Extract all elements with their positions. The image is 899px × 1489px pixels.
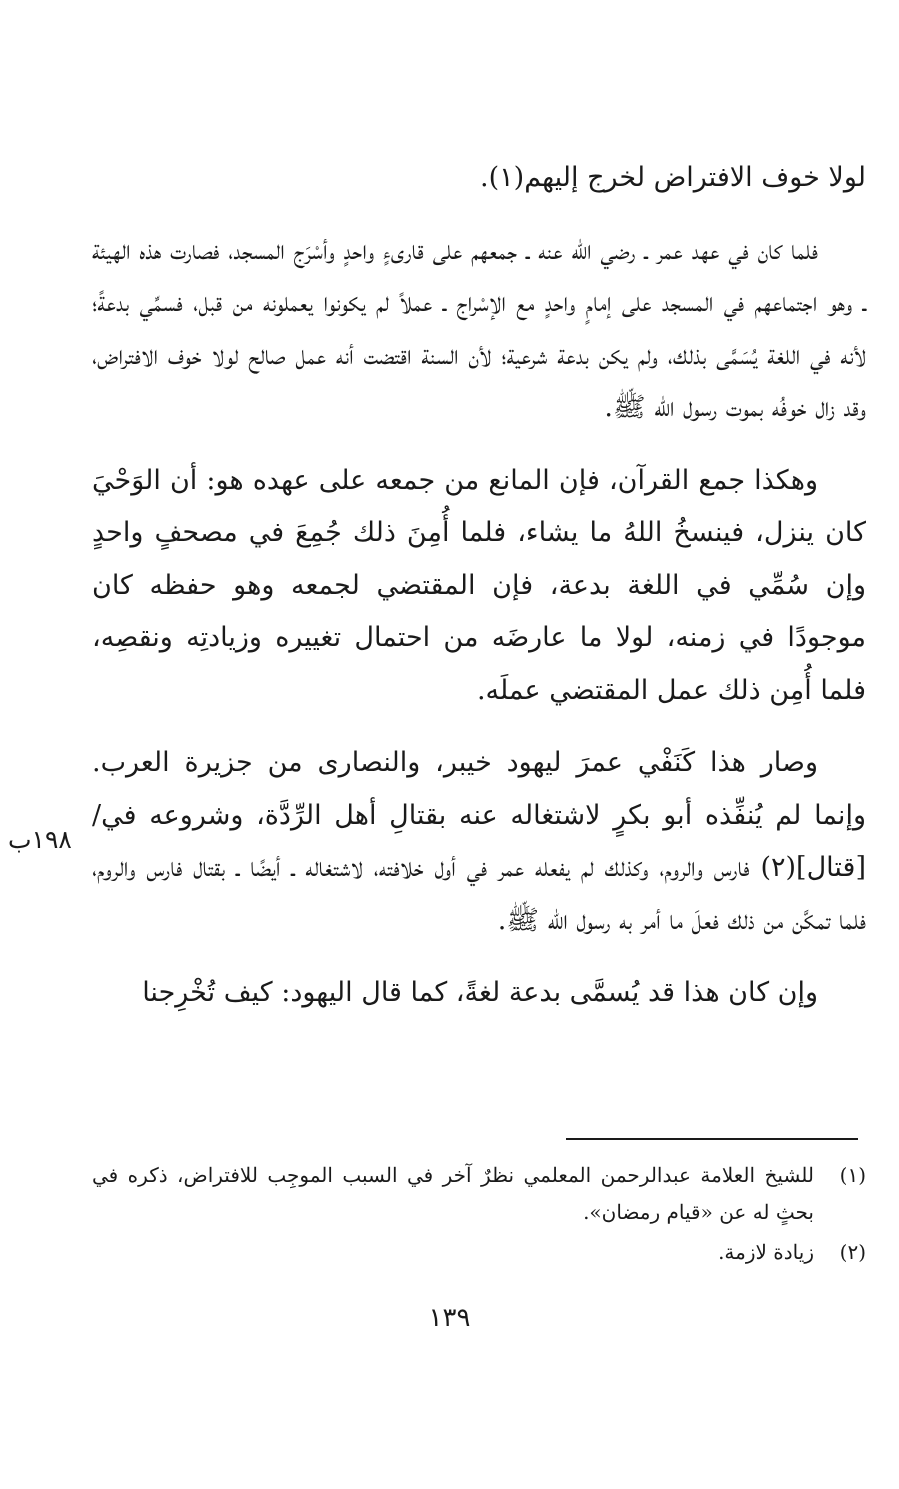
footnote-text: للشيخ العلامة عبدالرحمن المعلمي نظرٌ آخر في السبب الموجِب للافتراض، ذكره في بحثٍ له عن «قيام رمضان». [92,1163,815,1224]
paragraph-4: وصار هذا كَنَفْي عمرَ ليهود خيبر، والنصارى من جزيرة العرب. وإنما لم يُنفِّذه أبو بكرٍ لاشتغاله عنه بقتالِ أهل الرِّدَّة، وشروعه في/ [قتال](٢) فارس والروم، وكذلك لم يفعله عمر في أول خلافته، لاشتغاله ـ أيضًا ـ بقتال فارس والروم، فلما تمكَّن من ذلك فعلَ ما أمر به رسول الله ﷺ. [92,747,866,936]
footnote-number: (١) [839,1163,866,1187]
footnote-separator [566,1138,858,1140]
manuscript-folio-marker: ١٩٨ب [8,825,72,854]
main-text [92,152,866,1040]
page-number: ١٣٩ [428,1303,471,1333]
paragraph-3: وهكذا جمع القرآن، فإن المانع من جمعه على عهده هو: أن الوَحْيَ كان ينزل، فينسخُ اللهُ ما يشاء، فلما أُمِنَ ذلك جُمِعَ في مصحفٍ واحدٍ وإن سُمِّي في اللغة بدعة، فإن المقتضي لجمعه وهو حفظه كان موجودًا في زمنه، لولا ما عارضَه من احتمال تغييره وزيادتِه ونقصِه، فلما أُمِن ذلك عمل المقتضي عملَه. [92,464,866,706]
paragraph-1: لولا خوف الافتراض لخرج إليهم(١). [480,162,866,193]
footnotes [92,1157,866,1274]
footnote-item [92,1157,866,1231]
footnote-text: زيادة لازمة. [718,1240,814,1264]
footnote-item [92,1234,866,1271]
footnote-number: (٢) [839,1240,866,1264]
paragraph-5: وإن كان هذا قد يُسمَّى بدعة لغةً، كما قال اليهود: كيف تُخْرِجنا [142,977,818,1008]
paragraph-2: فلما كان في عهد عمر ـ رضي الله عنه ـ جمعهم على قارىءٍ واحدٍ وأسْرَج المسجد، فصارت هذه الهيئة ـ وهو اجتماعهم في المسجد على إمامٍ واحدٍ مع الإسْراج ـ عملاً لم يكونوا يعملونه من قبل، فسمِّي بدعةً؛ لأنه في اللغة يُسَمَّى بذلك، ولم يكن بدعة شرعية؛ لأن السنة اقتضت أنه عمل صالح لولا خوف الافتراض، وقد زال خوفُه بموت رسول الله ﷺ. [92,234,866,423]
